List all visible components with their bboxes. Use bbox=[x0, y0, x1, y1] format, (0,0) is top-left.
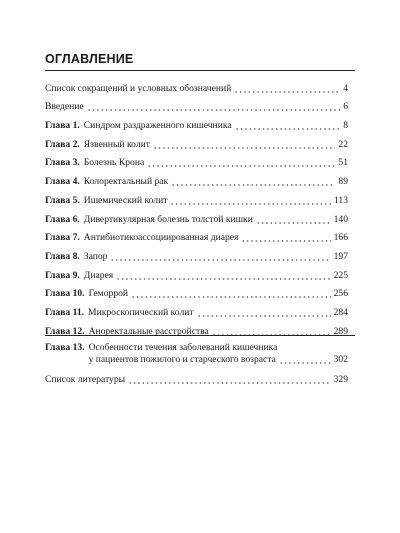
toc-entry-title: Синдром раздраженного кишечника bbox=[83, 120, 232, 132]
bottom-rule bbox=[45, 335, 355, 336]
toc-entry[interactable] bbox=[45, 132, 348, 151]
dot-leader bbox=[87, 109, 341, 111]
toc-chapter-number: Глава 13. bbox=[45, 341, 85, 353]
toc-page-number: 113 bbox=[333, 194, 348, 206]
toc-entry-title-line2: у пациентов пожилого и старческого возраста bbox=[88, 353, 276, 365]
toc-entry-title: Болезнь Крона bbox=[83, 157, 145, 169]
toc-chapter-number: Глава 3. bbox=[45, 157, 80, 169]
table-of-contents bbox=[45, 76, 348, 386]
toc-page-number: 140 bbox=[333, 213, 348, 225]
toc-chapter-number: Глава 10. bbox=[45, 288, 85, 300]
toc-entry[interactable] bbox=[45, 169, 348, 188]
toc-entry[interactable] bbox=[45, 244, 348, 263]
toc-entry-title: Аноректальные расстройства bbox=[88, 325, 209, 337]
dot-leader bbox=[131, 296, 331, 298]
toc-entry[interactable] bbox=[45, 207, 348, 226]
toc-page-number: 329 bbox=[333, 374, 348, 386]
toc-entry-bibliography[interactable] bbox=[45, 368, 348, 387]
toc-page-number: 302 bbox=[333, 353, 348, 365]
top-rule bbox=[45, 70, 355, 71]
toc-chapter-number: Глава 9. bbox=[45, 269, 80, 281]
toc-entry-title: Диарея bbox=[83, 269, 114, 281]
page-title: ОГЛАВЛЕНИЕ bbox=[45, 52, 134, 66]
toc-chapter-number: Глава 2. bbox=[45, 138, 80, 150]
toc-entry-title: Антибиотикоассоциированная диарея bbox=[83, 232, 239, 244]
toc-page-number: 89 bbox=[338, 176, 348, 188]
toc-page-number: 22 bbox=[338, 138, 348, 150]
dot-leader bbox=[256, 222, 331, 224]
toc-page-number: 166 bbox=[333, 232, 348, 244]
toc-entry[interactable] bbox=[45, 226, 348, 245]
toc-entry-title: Колоректальный рак bbox=[83, 176, 169, 188]
toc-entry-title: Микроскопический колит bbox=[88, 306, 194, 318]
dot-leader bbox=[147, 165, 335, 167]
dot-leader bbox=[116, 278, 330, 280]
toc-entry-title: Список сокращений и условных обозначений bbox=[45, 82, 232, 94]
toc-chapter-number: Глава 7. bbox=[45, 232, 80, 244]
toc-page-number: 284 bbox=[333, 306, 348, 318]
toc-page-number: 51 bbox=[338, 157, 348, 169]
toc-entry[interactable] bbox=[45, 76, 348, 95]
toc-entry[interactable] bbox=[45, 282, 348, 301]
toc-chapter-number: Глава 1. bbox=[45, 120, 80, 132]
toc-entry-title: Запор bbox=[83, 250, 108, 262]
dot-leader bbox=[110, 259, 330, 261]
toc-entry-chapter-13[interactable] bbox=[45, 338, 348, 368]
dot-leader bbox=[153, 147, 335, 149]
toc-entry[interactable] bbox=[45, 263, 348, 282]
toc-entry-title: Язвенный колит bbox=[83, 138, 150, 150]
dot-leader bbox=[279, 362, 331, 364]
dot-leader bbox=[241, 240, 330, 242]
toc-entry[interactable] bbox=[45, 188, 348, 207]
toc-chapter-number: Глава 11. bbox=[45, 306, 85, 318]
toc-page-number: 225 bbox=[333, 269, 348, 281]
toc-page-number: 256 bbox=[333, 288, 348, 300]
toc-chapter-number: Глава 4. bbox=[45, 176, 80, 188]
toc-entry[interactable] bbox=[45, 151, 348, 170]
dot-leader bbox=[235, 128, 341, 130]
dot-leader bbox=[197, 315, 331, 317]
toc-entry-title: Введение bbox=[45, 101, 84, 113]
toc-entry-title: Список литературы bbox=[45, 374, 126, 386]
dot-leader bbox=[171, 184, 335, 186]
toc-entry-title: Геморрой bbox=[88, 288, 129, 300]
toc-page-number: 6 bbox=[343, 101, 348, 113]
dot-leader bbox=[128, 382, 331, 384]
toc-chapter-number: Глава 6. bbox=[45, 213, 80, 225]
toc-chapter-number: Глава 8. bbox=[45, 250, 80, 262]
dot-leader bbox=[170, 203, 331, 205]
toc-entry-title: Дивертикулярная болезнь толстой кишки bbox=[83, 213, 253, 225]
toc-entry[interactable] bbox=[45, 95, 348, 114]
toc-page-number: 197 bbox=[333, 250, 348, 262]
toc-entry-title-line1: Особенности течения заболеваний кишечника bbox=[88, 341, 278, 353]
toc-chapter-number: Глава 12. bbox=[45, 325, 85, 337]
toc-page-number: 8 bbox=[343, 120, 348, 132]
toc-page-number: 4 bbox=[343, 82, 348, 94]
toc-chapter-number: Глава 5. bbox=[45, 194, 80, 206]
toc-entry[interactable] bbox=[45, 113, 348, 132]
dot-leader bbox=[234, 91, 340, 93]
toc-entry-title: Ишемический колит bbox=[83, 194, 168, 206]
toc-page-number: 289 bbox=[333, 325, 348, 337]
toc-entry[interactable] bbox=[45, 300, 348, 319]
